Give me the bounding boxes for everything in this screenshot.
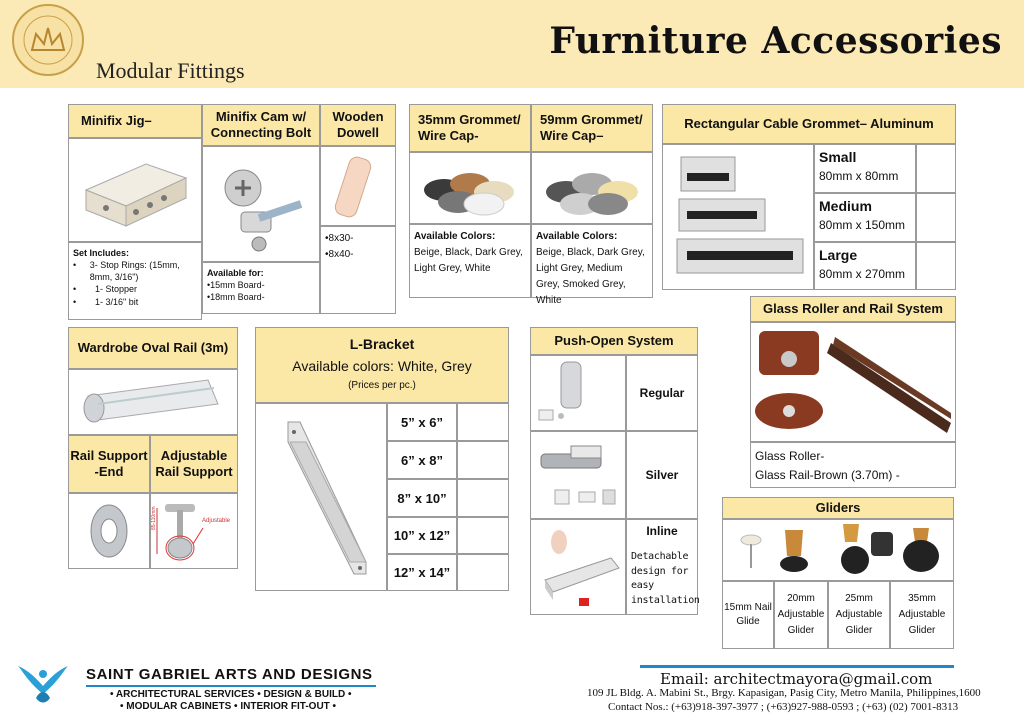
l-bracket-size: 8” x 10” bbox=[387, 479, 457, 517]
push-open-regular-image bbox=[530, 355, 626, 431]
push-open-inline-details bbox=[626, 519, 698, 615]
l-bracket-size: 12” x 14” bbox=[387, 554, 457, 591]
list-item: •8x40- bbox=[325, 248, 354, 260]
available-for-label: Available for: bbox=[207, 268, 264, 278]
minifix-cam-image bbox=[202, 146, 320, 262]
page-title: Furniture Accessories bbox=[549, 20, 1002, 62]
list-item: •15mm Board- bbox=[207, 280, 265, 291]
wardrobe-rail-image bbox=[68, 369, 238, 435]
height-range-label: 85-110mm bbox=[151, 506, 157, 530]
list-item: • 1- Stopper bbox=[73, 284, 138, 295]
push-open-inline-image bbox=[530, 519, 626, 615]
price-cell bbox=[457, 403, 509, 441]
set-includes-label: Set Includes: bbox=[73, 248, 130, 258]
contact-email: Email: architectmayora@gmail.com bbox=[660, 670, 933, 688]
wardrobe-rail-header: Wardrobe Oval Rail (3m) bbox=[68, 327, 238, 369]
cable-grommet-header: Rectangular Cable Grommet– Aluminum bbox=[662, 104, 956, 144]
contact-address: 109 JL Bldg. A. Mabini St., Brgy. Kapasigan, Pasig City, Metro Manila, Philippines,1600 bbox=[587, 687, 981, 699]
glider-25mm: 25mm Adjustable Glider bbox=[828, 581, 890, 649]
list-item: • 3- Stop Rings: (15mm, 8mm, 3/16") bbox=[73, 260, 180, 283]
l-bracket-colors: Available colors: White, Grey bbox=[292, 358, 472, 374]
l-bracket-header bbox=[255, 327, 509, 403]
saint-gabriel-logo bbox=[14, 660, 72, 712]
minifix-jig-details bbox=[68, 242, 202, 320]
push-open-inline-desc: Detachable design for easy installation bbox=[631, 551, 700, 606]
glider-20mm: 20mm Adjustable Glider bbox=[774, 581, 828, 649]
architect-mayora-seal-logo bbox=[12, 4, 84, 76]
l-bracket-size: 6” x 8” bbox=[387, 441, 457, 479]
glass-roller-header: Glass Roller and Rail System bbox=[750, 296, 956, 322]
minifix-cam-header: Minifix Cam w/ Connecting Bolt bbox=[202, 104, 320, 146]
services-line-1: • ARCHITECTURAL SERVICES • DESIGN & BUILD • bbox=[110, 689, 352, 700]
dowell-details bbox=[320, 226, 396, 314]
grommet-59-colors: Available Colors: Beige, Black, Dark Grey, Light Grey, Medium Grey, Smoked Grey, White bbox=[531, 224, 653, 298]
adjustable-callout: Adjustable bbox=[202, 518, 231, 524]
list-item: • 1- 3/16" bit bbox=[73, 296, 139, 307]
grommet-35-image bbox=[409, 152, 531, 224]
push-open-silver-label: Silver bbox=[626, 431, 698, 519]
l-bracket-size: 10” x 12” bbox=[387, 517, 457, 554]
adjustable-rail-support-header: Adjustable Rail Support bbox=[150, 435, 238, 493]
price-cell bbox=[916, 242, 956, 290]
price-cell bbox=[916, 193, 956, 242]
services-line-2: • MODULAR CABINETS • INTERIOR FIT-OUT • bbox=[120, 701, 337, 712]
minifix-jig-header: Minifix Jig– bbox=[68, 104, 202, 138]
price-cell bbox=[457, 441, 509, 479]
l-bracket-size: 5” x 6” bbox=[387, 403, 457, 441]
grommet-59-header: 59mm Grommet/ Wire Cap– bbox=[531, 104, 653, 152]
gliders-image bbox=[722, 519, 954, 581]
push-open-regular-label: Regular bbox=[626, 355, 698, 431]
price-cell bbox=[457, 517, 509, 554]
cable-grommet-large: Large 80mm x 270mm bbox=[814, 242, 916, 290]
cable-grommet-small: Small 80mm x 80mm bbox=[814, 144, 916, 193]
gliders-header: Gliders bbox=[722, 497, 954, 519]
push-open-silver-image bbox=[530, 431, 626, 519]
company-name: SAINT GABRIEL ARTS AND DESIGNS bbox=[86, 666, 373, 683]
price-cell bbox=[916, 144, 956, 193]
price-cell bbox=[457, 479, 509, 517]
rail-support-end-image bbox=[68, 493, 150, 569]
cable-grommet-image bbox=[662, 144, 814, 290]
grommet-59-image bbox=[531, 152, 653, 224]
page-subtitle: Modular Fittings bbox=[96, 58, 245, 83]
minifix-cam-details bbox=[202, 262, 320, 314]
cable-grommet-medium: Medium 80mm x 150mm bbox=[814, 193, 916, 242]
price-cell bbox=[457, 554, 509, 591]
dowell-header: Wooden Dowell bbox=[320, 104, 396, 146]
adjustable-rail-support-image bbox=[150, 493, 238, 569]
glider-35mm: 35mm Adjustable Glider bbox=[890, 581, 954, 649]
list-item: •8x30- bbox=[325, 233, 354, 244]
push-open-inline-label: Inline bbox=[646, 524, 678, 538]
glass-roller-image bbox=[750, 322, 956, 442]
contact-numbers: Contact Nos.: (+63)918-397-3977 ; (+63)927-988-0593 ; (+63) (02) 7001-8313 bbox=[608, 701, 959, 713]
grommet-35-colors: Available Colors: Beige, Black, Dark Grey, Light Grey, White bbox=[409, 224, 531, 298]
glass-roller-details: Glass Roller- Glass Rail-Brown (3.70m) - bbox=[750, 442, 956, 488]
glider-15mm: 15mm Nail Glide bbox=[722, 581, 774, 649]
grommet-35-header: 35mm Grommet/ Wire Cap- bbox=[409, 104, 531, 152]
minifix-jig-image bbox=[68, 138, 202, 242]
rail-support-end-header: Rail Support -End bbox=[68, 435, 150, 493]
list-item: •18mm Board- bbox=[207, 292, 265, 303]
contact-divider bbox=[640, 665, 954, 668]
l-bracket-note: (Prices per pc.) bbox=[348, 380, 416, 391]
dowell-image bbox=[320, 146, 396, 226]
company-underline bbox=[86, 685, 376, 687]
l-bracket-image bbox=[255, 403, 387, 591]
push-open-header: Push-Open System bbox=[530, 327, 698, 355]
l-bracket-title: L-Bracket bbox=[349, 336, 415, 352]
